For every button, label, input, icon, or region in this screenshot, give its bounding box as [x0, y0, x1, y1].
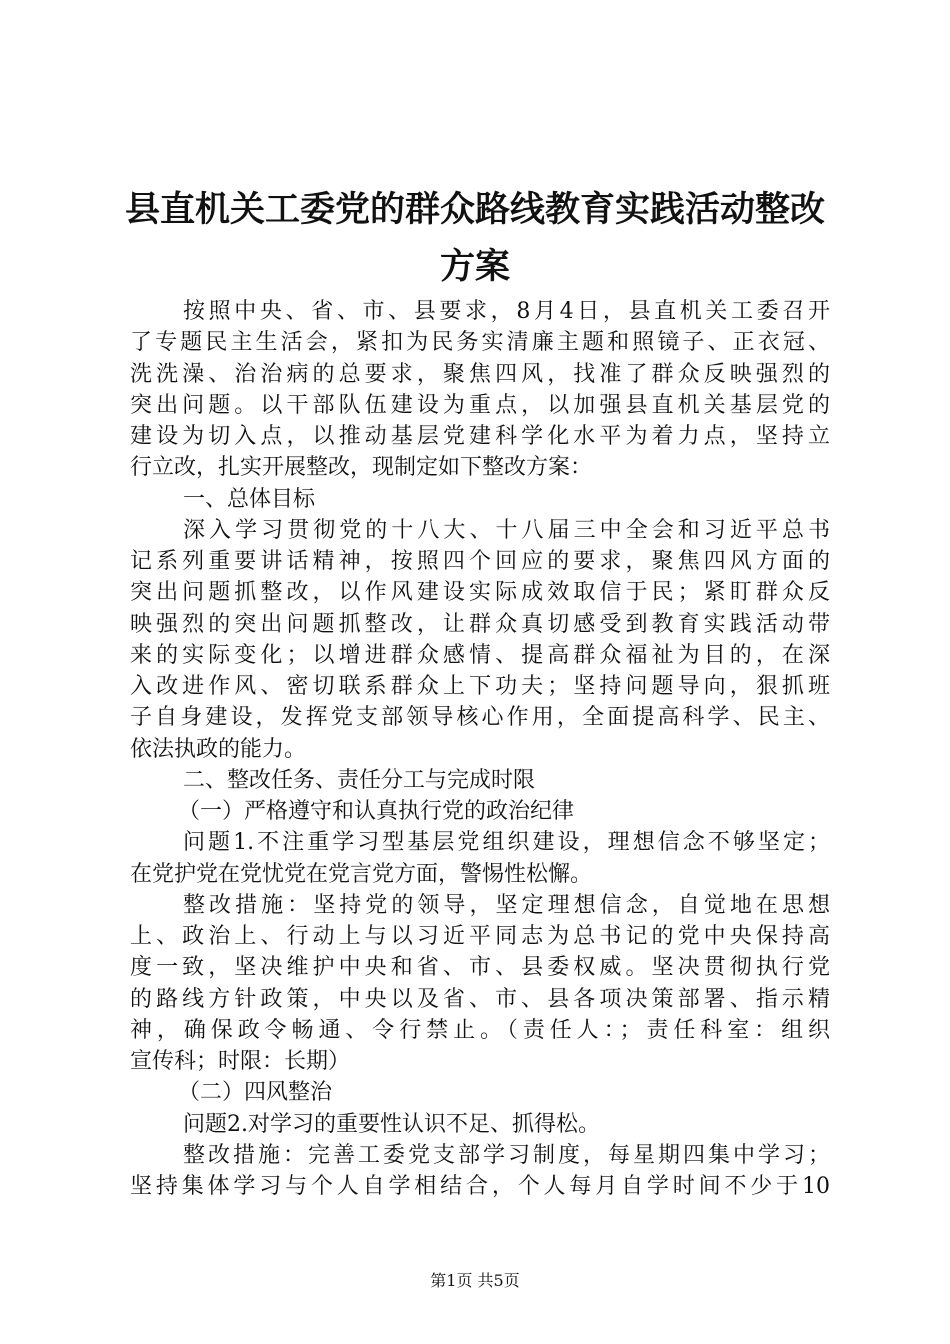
- subsection-heading: （一）严格遵守和认真执行党的政治纪律: [178, 799, 575, 824]
- paragraph-line: 度一致，坚决维护中央和省、市、县委权威。坚决贯彻执行党: [130, 955, 830, 981]
- paragraph-line: 建设为切入点，以推动基层党建科学化水平为着力点，坚持立: [130, 424, 830, 449]
- paragraph-line: 上、政治上、行动上与以习近平同志为总书记的党中央保持高: [130, 924, 830, 949]
- section-heading: 二、整改任务、责任分工与完成时限: [183, 767, 536, 793]
- paragraph-line: 入改进作风、密切联系群众上下功夫；坚持问题导向，狠抓班: [130, 674, 830, 699]
- subsection-heading: （二）四风整治: [178, 1080, 333, 1106]
- paragraph-line: 依法执政的能力。: [130, 736, 307, 762]
- document-title-line-1: 县直机关工委党的群众路线教育实践活动整改: [124, 190, 825, 230]
- paragraph-line: 突出问题抓整改，以作风建设实际成效取信于民；紧盯群众反: [130, 580, 830, 606]
- paragraph-line: 洗洗澡、治治病的总要求，聚焦四风，找准了群众反映强烈的: [130, 361, 830, 387]
- paragraph-line: 的路线方针政策，中央以及省、市、县各项决策部署、指示精: [130, 986, 830, 1012]
- paragraph-line: 映强烈的突出问题抓整改，让群众真切感受到教育实践活动带: [130, 611, 830, 637]
- page-footer: 第1页 共5页: [430, 1271, 520, 1290]
- paragraph-line: 坚持集体学习与个人自学相结合，个人每月自学时间不少于10: [130, 1174, 830, 1199]
- paragraph-line: 整改措施：完善工委党支部学习制度，每星期四集中学习；: [183, 1142, 830, 1168]
- paragraph-line: 整改措施：坚持党的领导，坚定理想信念，自觉地在思想: [183, 892, 830, 918]
- paragraph-line: 在党护党在党忧党在党言党方面，警惕性松懈。: [130, 861, 593, 887]
- paragraph-line: 了专题民主生活会，紧扣为民务实清廉主题和照镜子、正衣冠、: [130, 330, 830, 356]
- paragraph-line: 神，确保政令畅通、令行禁止。（责任人：；责任科室：组织: [130, 1017, 830, 1043]
- document-body: [130, 296, 830, 1202]
- section-heading: 一、总体目标: [183, 486, 316, 512]
- paragraph-line: 子自身建设，发挥党支部领导核心作用，全面提高科学、民主、: [130, 705, 830, 731]
- paragraph-line: 记系列重要讲话精神，按照四个回应的要求，聚焦四风方面的: [130, 549, 830, 574]
- paragraph-line: 宣传科；时限：长期）: [130, 1049, 351, 1074]
- paragraph-line: 问题2.对学习的重要性认识不足、抓得松。: [183, 1111, 600, 1137]
- document-title-line-2: 方案: [439, 247, 510, 287]
- paragraph-line: 行立改，扎实开展整改，现制定如下整改方案：: [130, 455, 593, 481]
- paragraph-line: 按照中央、省、市、县要求，8月4日，县直机关工委召开: [183, 299, 830, 324]
- paragraph-line: 来的实际变化；以增进群众感情、提高群众福祉为目的，在深: [130, 642, 830, 668]
- paragraph-line: 深入学习贯彻党的十八大、十八届三中全会和习近平总书: [183, 517, 830, 543]
- paragraph-line: 问题1.不注重学习型基层党组织建设，理想信念不够坚定；: [183, 830, 830, 856]
- paragraph-line: 突出问题。以干部队伍建设为重点，以加强县直机关基层党的: [130, 392, 830, 418]
